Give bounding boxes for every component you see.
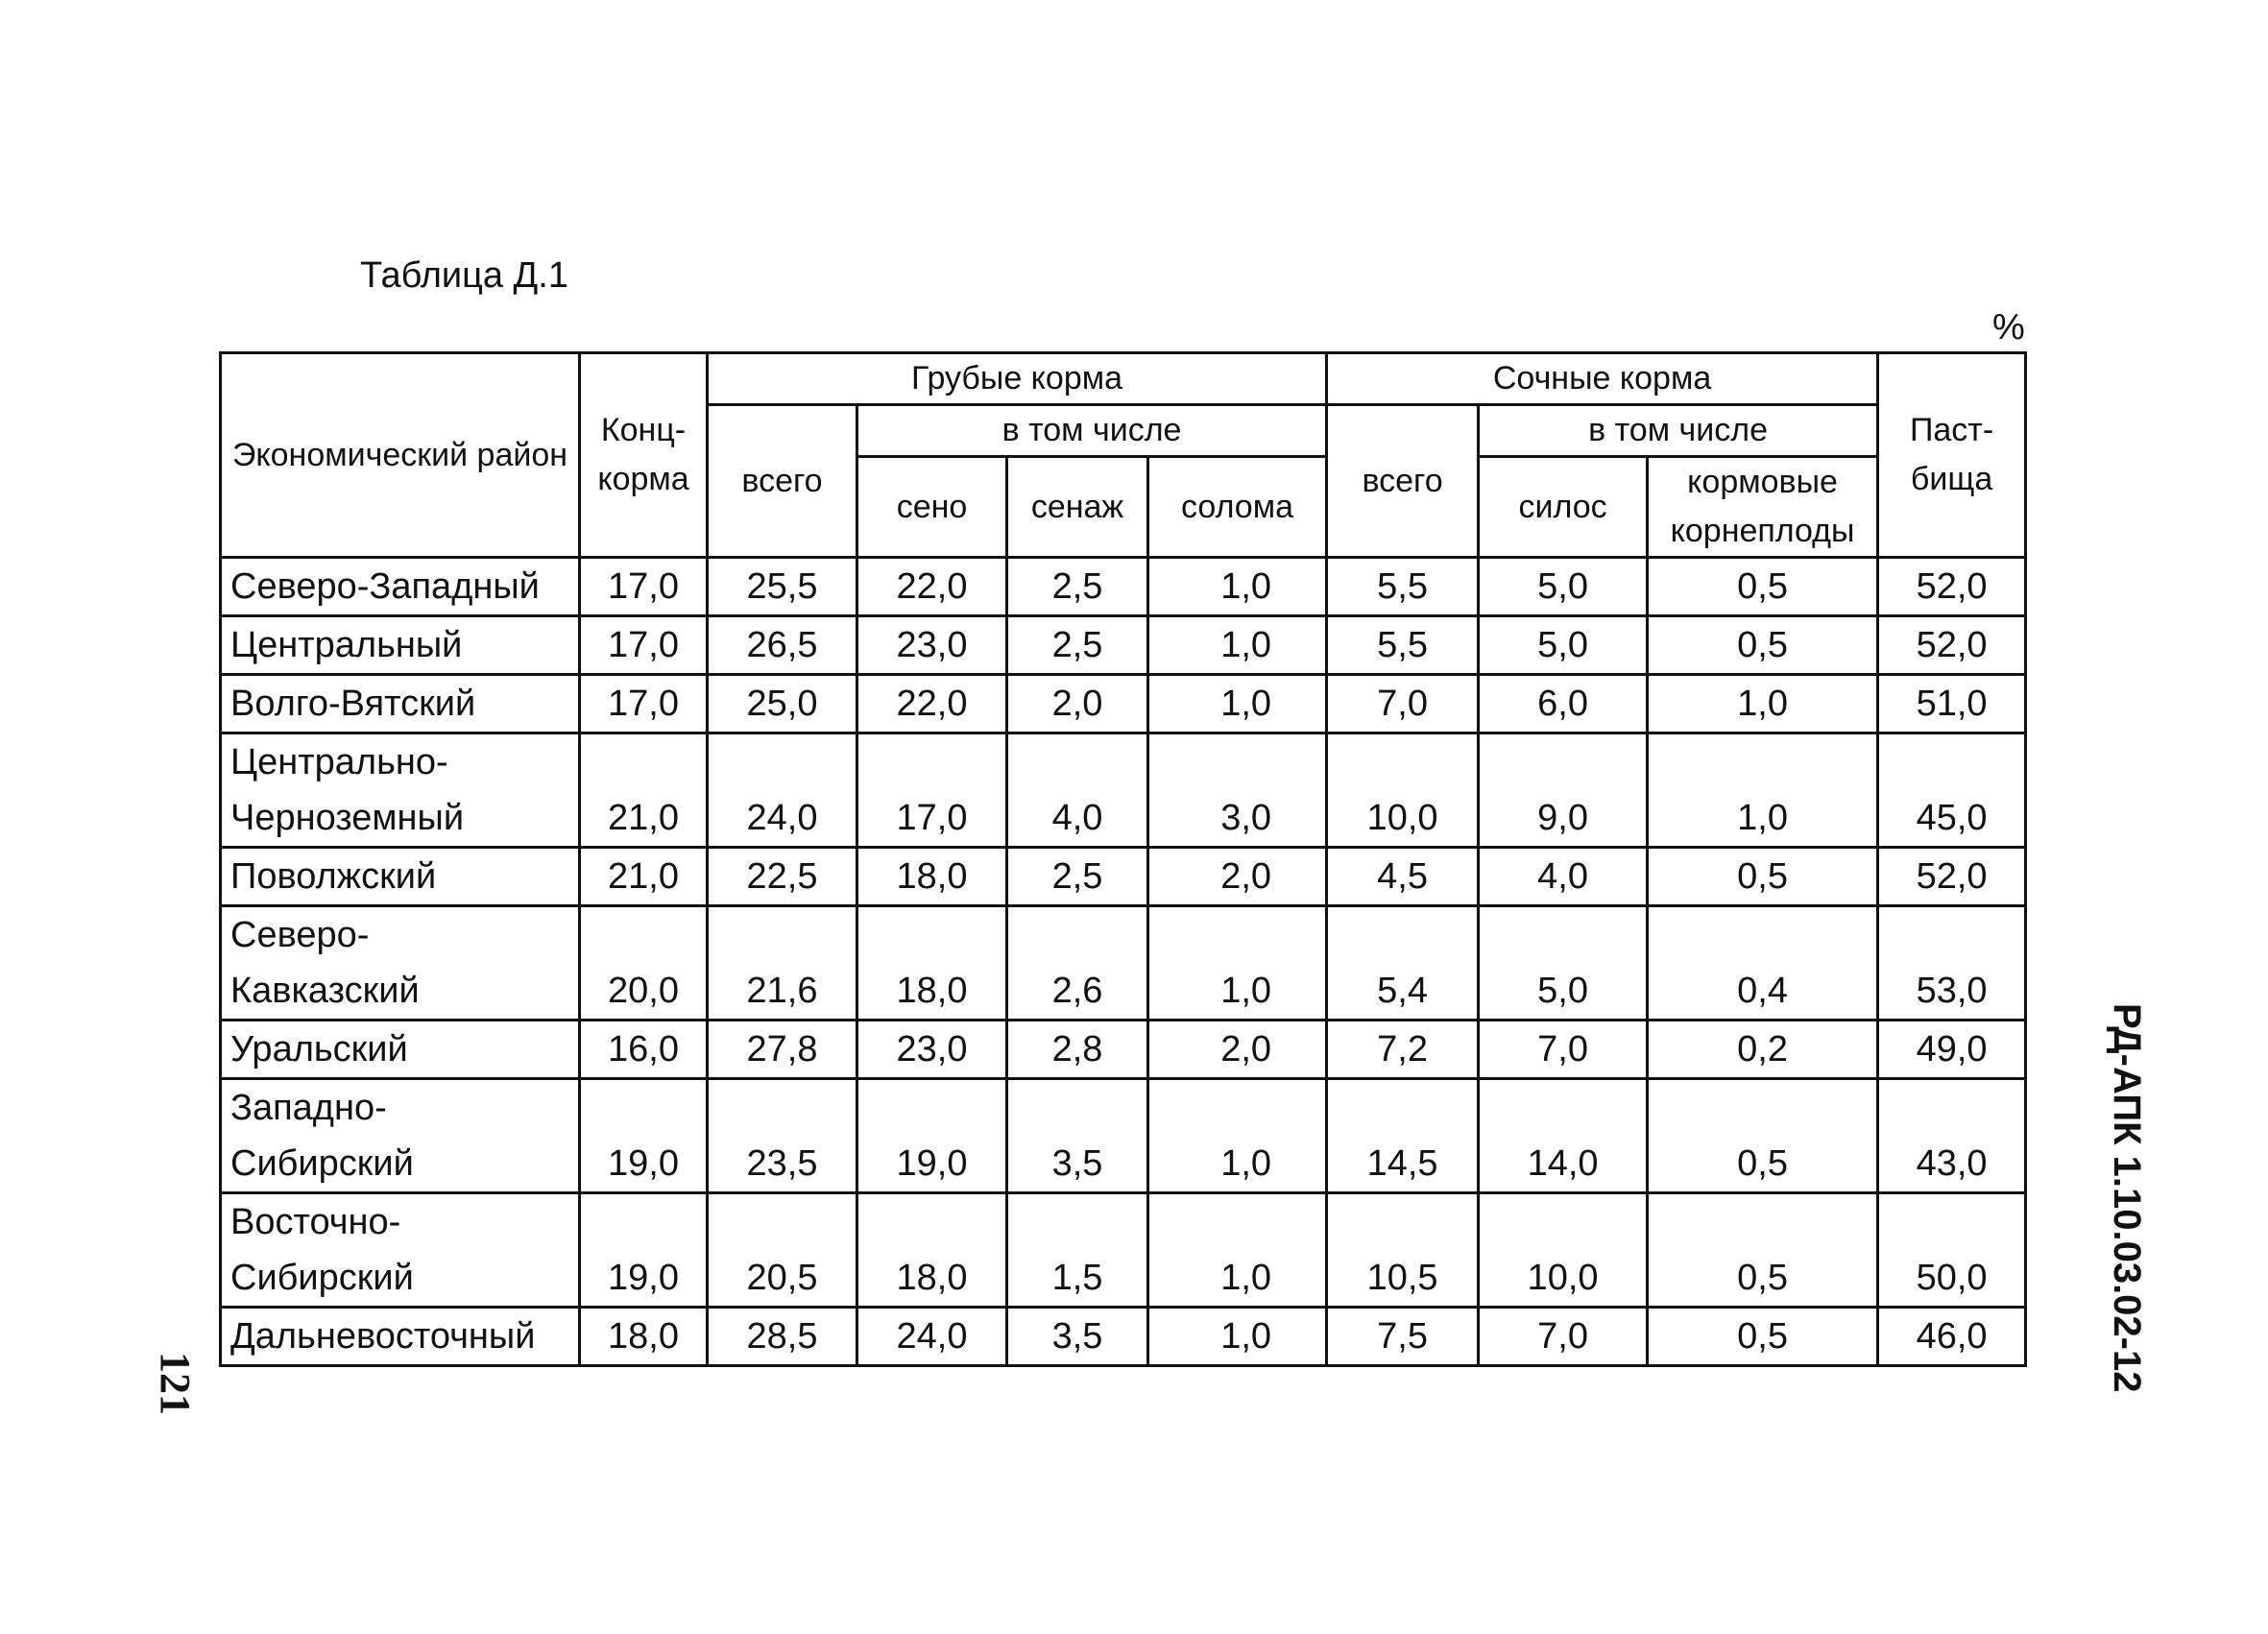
cell-silage: 10,0	[1479, 1193, 1648, 1308]
feed-structure-table	[219, 351, 2027, 1367]
table-row	[221, 1308, 2026, 1366]
cell-haylage: 3,5	[1007, 1308, 1148, 1366]
table-row	[221, 1021, 2026, 1079]
cell-straw: 1,0	[1148, 1079, 1327, 1193]
cell-silage: 5,0	[1479, 616, 1648, 675]
cell-coarse-total: 28,5	[708, 1308, 857, 1366]
table-row	[221, 1193, 2026, 1308]
cell-haylage: 2,5	[1007, 848, 1148, 906]
cell-roots: 0,5	[1648, 1193, 1878, 1308]
cell-pasture: 53,0	[1878, 906, 2026, 1021]
cell-hay: 22,0	[857, 675, 1007, 733]
table-row	[221, 675, 2026, 733]
cell-roots: 0,5	[1648, 558, 1878, 616]
cell-straw: 1,0	[1148, 675, 1327, 733]
cell-succ-total: 5,5	[1327, 616, 1479, 675]
cell-pasture: 50,0	[1878, 1193, 2026, 1308]
table-row	[221, 616, 2026, 675]
cell-region	[221, 616, 580, 675]
cell-straw: 1,0	[1148, 906, 1327, 1021]
region-name-line: Поволжский	[230, 856, 437, 897]
cell-roots: 0,2	[1648, 1021, 1878, 1079]
cell-succ-total: 10,5	[1327, 1193, 1479, 1308]
region-name-line: Северо-Западный	[230, 566, 540, 607]
cell-region	[221, 1079, 580, 1193]
table-header	[221, 353, 2026, 558]
cell-region	[221, 558, 580, 616]
cell-roots: 0,5	[1648, 1308, 1878, 1366]
cell-haylage: 1,5	[1007, 1193, 1148, 1308]
cell-conc: 20,0	[580, 906, 708, 1021]
cell-roots: 0,5	[1648, 848, 1878, 906]
cell-hay: 18,0	[857, 906, 1007, 1021]
header-haylage: сенаж	[1007, 457, 1148, 558]
cell-succ-total: 5,4	[1327, 906, 1479, 1021]
cell-silage: 7,0	[1479, 1021, 1648, 1079]
header-succulent-group: Сочные корма	[1327, 353, 1878, 405]
cell-silage: 7,0	[1479, 1308, 1648, 1366]
table-row	[221, 906, 2026, 1021]
cell-roots: 1,0	[1648, 733, 1878, 848]
cell-conc: 21,0	[580, 733, 708, 848]
header-coarse-including: в том числе	[857, 405, 1327, 457]
cell-haylage: 2,0	[1007, 675, 1148, 733]
cell-pasture: 52,0	[1878, 848, 2026, 906]
cell-silage: 6,0	[1479, 675, 1648, 733]
cell-coarse-total: 23,5	[708, 1079, 857, 1193]
header-region: Экономический район	[221, 353, 580, 558]
region-name-line: Дальневосточный	[230, 1316, 536, 1357]
cell-succ-total: 4,5	[1327, 848, 1479, 906]
table-row	[221, 848, 2026, 906]
cell-succ-total: 5,5	[1327, 558, 1479, 616]
region-name-line: Уральский	[230, 1029, 408, 1069]
cell-haylage: 2,5	[1007, 616, 1148, 675]
cell-conc: 17,0	[580, 616, 708, 675]
cell-region	[221, 906, 580, 1021]
unit-label: %	[1992, 307, 2025, 348]
cell-pasture: 51,0	[1878, 675, 2026, 733]
region-name-line: Центральный	[230, 625, 463, 665]
cell-conc: 19,0	[580, 1193, 708, 1308]
cell-haylage: 2,5	[1007, 558, 1148, 616]
page-number: 121	[152, 1352, 199, 1415]
cell-coarse-total: 25,0	[708, 675, 857, 733]
cell-haylage: 2,6	[1007, 906, 1148, 1021]
cell-region	[221, 1021, 580, 1079]
cell-silage: 4,0	[1479, 848, 1648, 906]
table-body	[221, 558, 2026, 1366]
cell-haylage: 3,5	[1007, 1079, 1148, 1193]
cell-hay: 18,0	[857, 848, 1007, 906]
cell-region	[221, 1308, 580, 1366]
header-coarse-group: Грубые корма	[708, 353, 1327, 405]
cell-coarse-total: 22,5	[708, 848, 857, 906]
cell-hay: 18,0	[857, 1193, 1007, 1308]
header-hay: сено	[857, 457, 1007, 558]
region-name-line: Кавказский	[230, 971, 420, 1011]
cell-silage: 9,0	[1479, 733, 1648, 848]
cell-roots: 0,5	[1648, 616, 1878, 675]
region-name-line: Центрально-	[230, 742, 448, 782]
header-roots: кормовые корнеплоды	[1648, 457, 1878, 558]
cell-conc: 18,0	[580, 1308, 708, 1366]
cell-haylage: 4,0	[1007, 733, 1148, 848]
cell-conc: 21,0	[580, 848, 708, 906]
region-name-line: Волго-Вятский	[230, 684, 476, 724]
cell-roots: 1,0	[1648, 675, 1878, 733]
cell-pasture: 52,0	[1878, 616, 2026, 675]
cell-roots: 0,5	[1648, 1079, 1878, 1193]
cell-pasture: 45,0	[1878, 733, 2026, 848]
cell-coarse-total: 27,8	[708, 1021, 857, 1079]
cell-hay: 19,0	[857, 1079, 1007, 1193]
region-name-line: Черноземный	[230, 798, 465, 838]
document-code: РД-АПК 1.10.03.02-12	[2106, 1003, 2148, 1393]
cell-pasture: 49,0	[1878, 1021, 2026, 1079]
cell-hay: 23,0	[857, 616, 1007, 675]
cell-hay: 23,0	[857, 1021, 1007, 1079]
cell-coarse-total: 20,5	[708, 1193, 857, 1308]
region-name-line: Западно-	[230, 1088, 387, 1128]
header-succulent-total: всего	[1327, 405, 1479, 558]
cell-region	[221, 1193, 580, 1308]
cell-region	[221, 675, 580, 733]
cell-hay: 22,0	[857, 558, 1007, 616]
header-conc: Конц-корма	[580, 353, 708, 558]
cell-hay: 24,0	[857, 1308, 1007, 1366]
cell-straw: 2,0	[1148, 1021, 1327, 1079]
cell-coarse-total: 25,5	[708, 558, 857, 616]
cell-succ-total: 10,0	[1327, 733, 1479, 848]
cell-region	[221, 733, 580, 848]
cell-straw: 1,0	[1148, 1193, 1327, 1308]
region-name-line: Сибирский	[230, 1143, 414, 1184]
cell-coarse-total: 24,0	[708, 733, 857, 848]
header-pasture: Паст-бища	[1878, 353, 2026, 558]
cell-silage: 14,0	[1479, 1079, 1648, 1193]
cell-succ-total: 7,5	[1327, 1308, 1479, 1366]
table-row	[221, 558, 2026, 616]
cell-coarse-total: 21,6	[708, 906, 857, 1021]
cell-succ-total: 7,0	[1327, 675, 1479, 733]
header-coarse-total: всего	[708, 405, 857, 558]
cell-succ-total: 7,2	[1327, 1021, 1479, 1079]
region-name-line: Сибирский	[230, 1258, 414, 1298]
cell-silage: 5,0	[1479, 558, 1648, 616]
table-row	[221, 733, 2026, 848]
table-caption: Таблица Д.1	[360, 255, 568, 296]
cell-straw: 2,0	[1148, 848, 1327, 906]
cell-pasture: 52,0	[1878, 558, 2026, 616]
cell-straw: 1,0	[1148, 616, 1327, 675]
cell-straw: 1,0	[1148, 558, 1327, 616]
cell-hay: 17,0	[857, 733, 1007, 848]
cell-conc: 16,0	[580, 1021, 708, 1079]
cell-pasture: 46,0	[1878, 1308, 2026, 1366]
cell-roots: 0,4	[1648, 906, 1878, 1021]
cell-conc: 17,0	[580, 675, 708, 733]
table-row	[221, 1079, 2026, 1193]
cell-haylage: 2,8	[1007, 1021, 1148, 1079]
cell-straw: 1,0	[1148, 1308, 1327, 1366]
cell-conc: 17,0	[580, 558, 708, 616]
header-straw: солома	[1148, 457, 1327, 558]
cell-region	[221, 848, 580, 906]
cell-conc: 19,0	[580, 1079, 708, 1193]
region-name-line: Северо-	[230, 915, 370, 955]
cell-coarse-total: 26,5	[708, 616, 857, 675]
cell-straw: 3,0	[1148, 733, 1327, 848]
header-silage: силос	[1479, 457, 1648, 558]
cell-pasture: 43,0	[1878, 1079, 2026, 1193]
cell-silage: 5,0	[1479, 906, 1648, 1021]
header-succulent-including: в том числе	[1479, 405, 1878, 457]
region-name-line: Восточно-	[230, 1202, 401, 1242]
cell-succ-total: 14,5	[1327, 1079, 1479, 1193]
